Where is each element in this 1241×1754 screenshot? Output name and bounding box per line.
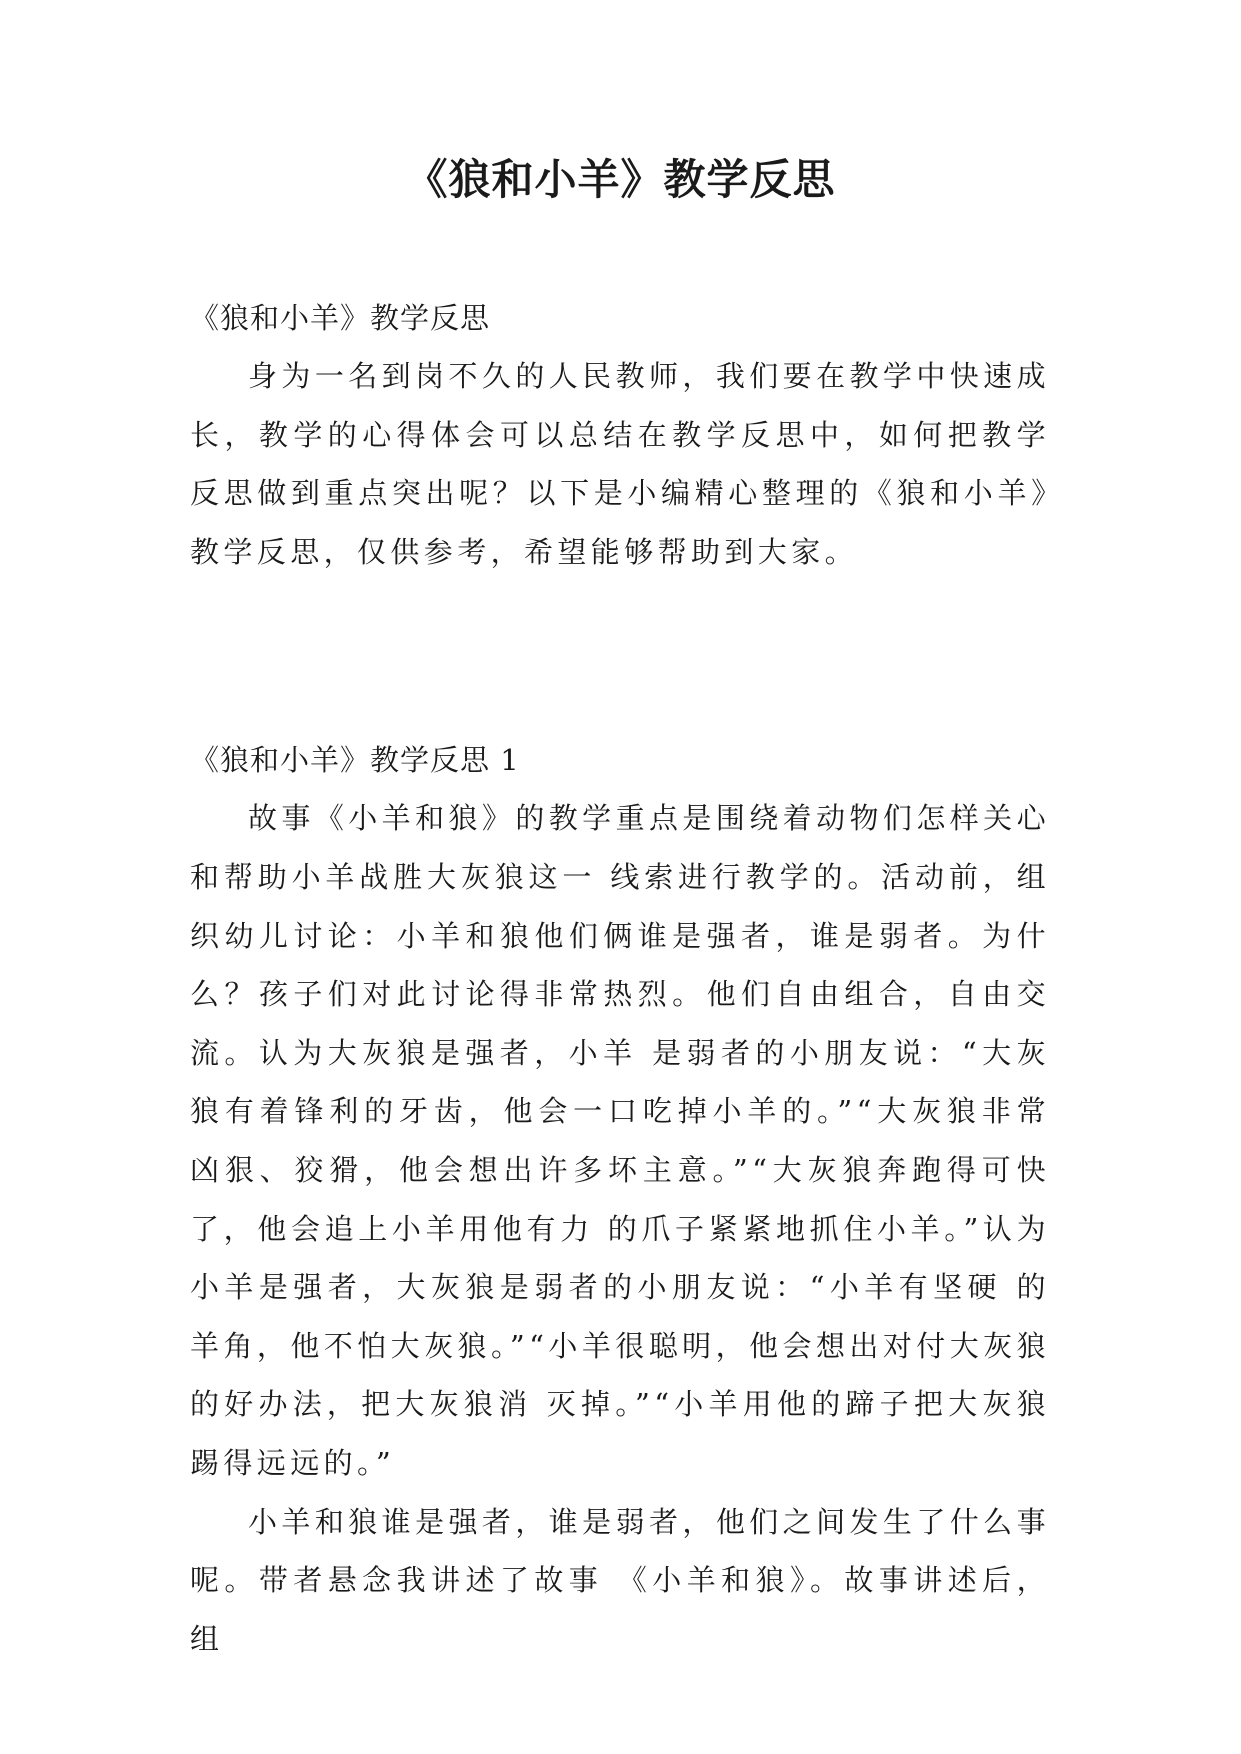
document-body: [190, 289, 1050, 1668]
intro-heading: 《狼和小羊》教学反思: [190, 301, 491, 335]
section-paragraph: 小羊和狼谁是强者，谁是弱者，他们之间发生了什么事呢。带者悬念我讲述了故事 《小羊和狼》。故事讲述后，组: [190, 1504, 1050, 1656]
intro-paragraph: 身为一名到岗不久的人民教师，我们要在教学中快速成长，教学的心得体会可以总结在教学反思中，如何把教学反思做到重点突出呢？以下是小编精心整理的《狼和小羊》教学反思，仅供参考，希望能够帮助到大家。: [190, 359, 1050, 569]
section-heading: 《狼和小羊》教学反思 1: [190, 743, 520, 778]
document-title: 《狼和小羊》教学反思: [405, 155, 836, 204]
section-paragraph: 故事《小羊和狼》的教学重点是围绕着动物们怎样关心和帮助小羊战胜大灰狼这一 线索进行教学的。活动前，组织幼儿讨论：小羊和狼他们俩谁是强者，谁是弱者。为什么？孩子们对此讨论得非常热烈。他们自由组合，自由交流。认为大灰狼是强者，小羊 是弱者的小朋友说：“大灰狼有着锋利的牙齿，他会一口吃掉小羊的。”“大灰狼非常 凶狠、狡猾，他会想出许多坏主意。”“大灰狼奔跑得可快了，他会追上小羊用他有力 的爪子紧紧地抓住小羊。”认为小羊是强者，大灰狼是弱者的小朋友说：“小羊有坚硬 的羊角，他不怕大灰狼。”“小羊很聪明，他会想出对付大灰狼的好办法，把大灰狼消 灭掉。”“小羊用他的蹄子把大灰狼踢得远远的。”: [190, 801, 1050, 1480]
section-spacer: [190, 581, 1050, 731]
